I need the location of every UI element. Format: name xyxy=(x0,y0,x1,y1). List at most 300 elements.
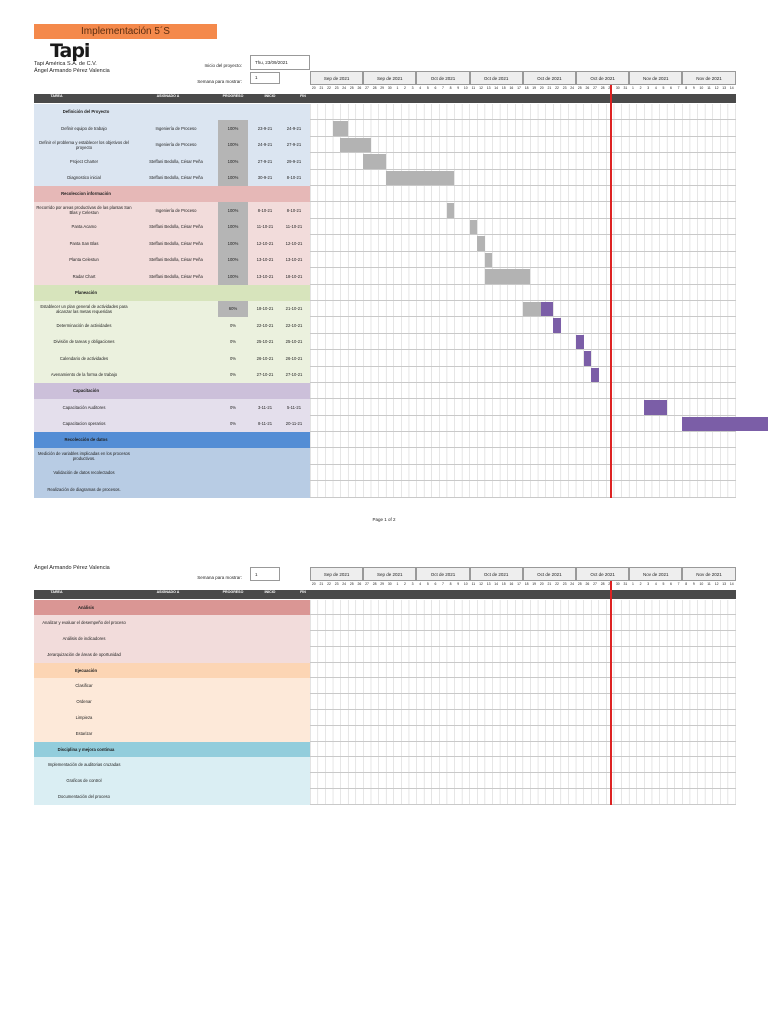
gantt-row xyxy=(310,350,736,367)
day-number: 16 xyxy=(509,86,514,90)
task-start: 8-11-21 xyxy=(257,421,273,427)
gantt-row xyxy=(310,694,736,710)
day-number: 22 xyxy=(327,582,331,586)
month-header: Oct de 2021 xyxy=(523,567,576,581)
task-start: 26-10-21 xyxy=(256,355,274,361)
task-start: 22-10-21 xyxy=(256,322,274,328)
task-start xyxy=(250,448,280,465)
day-number: 12 xyxy=(714,86,719,90)
task-name: Clasificar xyxy=(75,683,93,689)
day-number: 5 xyxy=(662,86,665,90)
task-name: Análisis de indicadores xyxy=(62,636,106,642)
day-number: 12 xyxy=(479,86,483,90)
company-name: Tapi América S.A. de C.V. xyxy=(34,61,97,67)
task-row xyxy=(34,416,310,433)
task-assigned: Steffani Bedolla, César Peña xyxy=(149,175,203,181)
task-start: 25-10-21 xyxy=(256,339,274,345)
task-name: Jerarquización de áreas de oportunidad xyxy=(47,652,121,658)
task-progress: 0% xyxy=(229,404,237,410)
gantt-row xyxy=(310,202,736,219)
gantt-bar-done xyxy=(477,236,485,251)
task-end xyxy=(280,465,308,482)
day-number: 19 xyxy=(532,582,537,586)
task-assigned: Ingeniería de Proceso xyxy=(155,207,197,213)
gantt-row xyxy=(310,647,736,663)
gantt-row xyxy=(310,710,736,726)
col-start: INICIO xyxy=(264,590,276,594)
task-start: 13-10-21 xyxy=(256,257,274,263)
task-end: 25-10-21 xyxy=(285,339,303,345)
day-number: 10 xyxy=(699,86,704,90)
gantt-row xyxy=(310,399,736,416)
day-number: 11 xyxy=(471,86,476,90)
day-number: 24 xyxy=(570,582,575,586)
day-number: 23 xyxy=(562,582,567,586)
month-header: Sep de 2021 xyxy=(310,71,363,85)
gantt-row xyxy=(310,773,736,789)
task-start: 12-10-21 xyxy=(256,240,274,246)
gantt-row xyxy=(310,789,736,805)
day-number: 14 xyxy=(494,582,499,586)
day-number: 27 xyxy=(365,582,369,586)
gantt-bar-done xyxy=(470,220,478,235)
day-number: 5 xyxy=(426,582,429,586)
day-number: 2 xyxy=(639,582,642,586)
task-progress: 100% xyxy=(218,202,248,219)
task-end: 11-10-21 xyxy=(285,224,303,230)
gantt-row xyxy=(310,631,736,647)
author-name: Ángel Armando Pérez Valencia xyxy=(34,68,110,74)
section-title: Ejecuación xyxy=(74,667,98,673)
task-progress: 60% xyxy=(218,301,248,318)
day-number: 10 xyxy=(699,582,704,586)
day-number: 23 xyxy=(334,86,339,90)
task-row xyxy=(34,773,310,789)
author-name-p2: Ángel Armando Pérez Valencia xyxy=(34,565,110,571)
task-assigned xyxy=(134,416,218,433)
task-progress: 0% xyxy=(229,421,237,427)
task-row xyxy=(34,334,310,351)
day-number: 22 xyxy=(327,86,331,90)
task-row xyxy=(34,448,310,465)
task-end: 5-11-21 xyxy=(286,404,302,410)
day-number: 1 xyxy=(396,582,399,586)
section-title: Planeación xyxy=(74,289,98,295)
day-number: 25 xyxy=(349,582,354,586)
task-row xyxy=(34,631,310,647)
task-name: Planta Celestun xyxy=(69,257,99,263)
gantt-row xyxy=(310,416,736,433)
task-start xyxy=(250,481,280,498)
day-number: 18 xyxy=(524,582,529,586)
task-assigned xyxy=(134,367,218,384)
col-end: FIN xyxy=(300,590,306,594)
start-label: Inicio del proyecto: xyxy=(204,63,242,68)
section-row xyxy=(34,663,310,678)
task-progress: 0% xyxy=(229,322,237,328)
task-assigned xyxy=(134,334,218,351)
day-number: 15 xyxy=(501,86,506,90)
task-progress: 0% xyxy=(229,355,237,361)
task-row xyxy=(34,153,310,170)
day-number: 10 xyxy=(463,86,468,90)
day-number: 4 xyxy=(654,86,657,90)
gantt-bar-done xyxy=(386,171,454,186)
gantt-row xyxy=(310,137,736,154)
page-number: Page 1 of 2 xyxy=(372,517,396,522)
task-start: 23-9-21 xyxy=(257,125,273,131)
gantt-bar-done xyxy=(485,253,493,268)
task-progress: 100% xyxy=(218,219,248,236)
task-name: Realización de diagramas de procesos. xyxy=(47,486,121,492)
task-row xyxy=(34,465,310,482)
month-header: Oct de 2021 xyxy=(576,567,629,581)
task-name: Panta San Blas xyxy=(69,240,99,246)
day-number: 25 xyxy=(577,582,582,586)
day-number: 30 xyxy=(615,86,620,90)
day-number: 11 xyxy=(707,582,711,586)
task-assigned: Steffani Bedolla, César Peña xyxy=(149,240,203,246)
task-assigned xyxy=(134,399,218,416)
day-number: 13 xyxy=(486,86,491,90)
task-progress: 100% xyxy=(218,153,248,170)
task-row xyxy=(34,120,310,137)
task-name: Definir el problema y establecer los objetivos del proyecto xyxy=(39,139,129,150)
day-number: 6 xyxy=(670,86,672,90)
section-row xyxy=(34,600,310,615)
gantt-bar-done xyxy=(333,121,348,136)
day-number: 9 xyxy=(692,582,695,586)
task-row xyxy=(34,789,310,805)
task-end: 24-9-21 xyxy=(286,125,302,131)
task-row xyxy=(34,235,310,252)
task-progress: 100% xyxy=(218,120,248,137)
day-number: 13 xyxy=(486,582,491,586)
task-end: 18-10-21 xyxy=(285,273,303,279)
gantt-row xyxy=(310,432,736,448)
gantt-row xyxy=(310,383,736,399)
task-end xyxy=(280,448,308,465)
gantt-row xyxy=(310,219,736,236)
day-number: 3 xyxy=(647,582,650,586)
day-number: 11 xyxy=(471,582,476,586)
day-number: 4 xyxy=(419,582,422,586)
day-number: 7 xyxy=(677,86,680,90)
month-header: Oct de 2021 xyxy=(470,567,523,581)
day-number: 13 xyxy=(722,582,727,586)
day-number: 7 xyxy=(677,582,680,586)
day-number: 8 xyxy=(685,582,688,586)
day-number: 10 xyxy=(463,582,468,586)
gantt-row xyxy=(310,465,736,482)
table-header xyxy=(34,94,736,103)
gantt-row xyxy=(310,367,736,384)
day-number: 8 xyxy=(449,86,452,90)
task-assigned xyxy=(134,301,218,318)
task-end xyxy=(280,481,308,498)
section-title: Capacitación xyxy=(72,388,100,394)
gantt-row xyxy=(310,757,736,773)
task-progress xyxy=(218,448,248,465)
day-number: 29 xyxy=(380,86,385,90)
col-assigned: ASIGNADO A xyxy=(156,94,180,98)
task-row xyxy=(34,399,310,416)
task-name: Recorrido por areas productivas de las plantas San Blas y Celestun xyxy=(36,205,132,216)
task-assigned xyxy=(134,448,218,465)
gantt-row xyxy=(310,170,736,187)
day-number: 27 xyxy=(593,582,597,586)
task-progress: 100% xyxy=(218,137,248,154)
col-progress: PROGRESO xyxy=(222,94,244,98)
gantt-row xyxy=(310,678,736,694)
month-header: Nov de 2021 xyxy=(629,567,682,581)
task-progress: 100% xyxy=(218,235,248,252)
month-header: Nov de 2021 xyxy=(682,567,735,581)
day-number: 20 xyxy=(539,582,544,586)
section-row xyxy=(34,186,310,202)
col-task: TAREA xyxy=(50,94,63,98)
task-name: Determinación de actividades xyxy=(56,322,112,328)
task-progress: 0% xyxy=(229,372,237,378)
day-number: 27 xyxy=(593,86,597,90)
task-name: División de tareas y obligaciones xyxy=(53,339,115,345)
day-number: 29 xyxy=(380,582,385,586)
day-number: 3 xyxy=(411,86,414,90)
task-start: 13-10-21 xyxy=(256,273,274,279)
day-number: 27 xyxy=(365,86,369,90)
day-number: 7 xyxy=(442,86,444,90)
task-end: 22-10-21 xyxy=(285,322,303,328)
day-number: 20 xyxy=(311,86,316,90)
day-number: 9 xyxy=(457,582,460,586)
task-assigned xyxy=(134,481,218,498)
section-title: Recoleccion información xyxy=(61,191,111,197)
task-name: Project Charter xyxy=(69,158,99,164)
day-number: 30 xyxy=(387,582,392,586)
task-row xyxy=(34,367,310,384)
gantt-bar-done xyxy=(340,138,370,153)
task-row xyxy=(34,252,310,269)
task-end: 13-10-21 xyxy=(285,257,303,263)
gantt-bar-pending xyxy=(591,368,599,383)
company-logo: Tapi xyxy=(50,40,90,62)
task-progress: 100% xyxy=(218,268,248,285)
task-row xyxy=(34,757,310,773)
day-number: 17 xyxy=(517,582,521,586)
task-name: Panta Acamo xyxy=(71,224,97,230)
col-progress: PROGRESO xyxy=(222,590,244,594)
task-assigned xyxy=(134,317,218,334)
table-header xyxy=(34,590,736,599)
col-assigned: ASIGNADO A xyxy=(156,590,180,594)
day-number: 17 xyxy=(517,86,521,90)
task-start: 11-10-21 xyxy=(256,224,274,230)
month-header: Oct de 2021 xyxy=(470,71,523,85)
gantt-row xyxy=(310,120,736,137)
day-number: 28 xyxy=(372,582,377,586)
day-number: 24 xyxy=(342,582,347,586)
gantt-row xyxy=(310,235,736,252)
task-assigned: Ingeniería de Proceso xyxy=(155,142,197,148)
today-marker xyxy=(610,85,612,498)
gantt-row xyxy=(310,663,736,678)
week-field[interactable]: 1 xyxy=(250,72,280,84)
day-number: 21 xyxy=(319,86,324,90)
task-row xyxy=(34,726,310,742)
task-start xyxy=(250,465,280,482)
gantt-bar-pending xyxy=(541,302,553,317)
task-progress: 0% xyxy=(229,339,237,345)
task-assigned: Ingeniería de Proceso xyxy=(155,125,197,131)
gantt-row xyxy=(310,742,736,757)
task-progress: 100% xyxy=(218,252,248,269)
task-row xyxy=(34,301,310,318)
task-name: Definir equipo de trabajo xyxy=(61,125,107,131)
month-header: Nov de 2021 xyxy=(629,71,682,85)
task-name: Calendario de actividades xyxy=(59,355,109,361)
month-header: Oct de 2021 xyxy=(416,567,469,581)
month-header: Sep de 2021 xyxy=(363,71,416,85)
task-end: 27-10-21 xyxy=(285,372,303,378)
task-end: 8-10-21 xyxy=(286,207,302,213)
gantt-bar-pending xyxy=(553,318,561,333)
day-number: 5 xyxy=(662,582,665,586)
day-number: 25 xyxy=(577,86,582,90)
day-number: 6 xyxy=(434,582,437,586)
task-start: 18-10-21 xyxy=(256,306,274,312)
task-end: 12-10-21 xyxy=(285,240,303,246)
day-number: 13 xyxy=(722,86,727,90)
month-header: Nov de 2021 xyxy=(682,71,735,85)
task-progress xyxy=(218,481,248,498)
task-start: 3-11-21 xyxy=(257,404,273,410)
task-row xyxy=(34,268,310,285)
gantt-row xyxy=(310,252,736,269)
gantt-row xyxy=(310,334,736,351)
task-row xyxy=(34,350,310,367)
day-number: 4 xyxy=(419,86,422,90)
day-number: 30 xyxy=(387,86,392,90)
task-name: Avenamiento de la forma de trabajo xyxy=(50,372,118,378)
task-start: 8-10-21 xyxy=(257,207,273,213)
task-end: 27-9-21 xyxy=(286,142,302,148)
day-number: 20 xyxy=(311,582,316,586)
task-end: 21-10-21 xyxy=(285,306,303,312)
task-assigned: Steffani Bedolla, César Peña xyxy=(149,257,203,263)
day-number: 31 xyxy=(623,582,628,586)
section-row xyxy=(34,285,310,301)
day-number: 26 xyxy=(585,86,590,90)
day-number: 26 xyxy=(585,582,590,586)
task-row xyxy=(34,694,310,710)
gantt-row xyxy=(310,600,736,615)
day-number: 2 xyxy=(639,86,642,90)
day-number: 6 xyxy=(670,582,672,586)
task-end: 20-11-21 xyxy=(285,421,303,427)
day-number: 24 xyxy=(342,86,347,90)
week-field-p2[interactable]: 1 xyxy=(250,567,280,581)
gantt-row xyxy=(310,186,736,202)
section-title: Análisis xyxy=(77,604,95,610)
day-number: 14 xyxy=(494,86,499,90)
task-assigned: Steffani Bedolla, César Peña xyxy=(149,273,203,279)
day-number: 9 xyxy=(457,86,460,90)
day-number: 31 xyxy=(623,86,628,90)
day-number: 11 xyxy=(707,86,711,90)
day-number: 1 xyxy=(396,86,399,90)
gantt-row xyxy=(310,317,736,334)
task-name: Medición de variables implicadas en los procesos productivos. xyxy=(38,451,130,462)
month-header: Oct de 2021 xyxy=(523,71,576,85)
month-header: Oct de 2021 xyxy=(416,71,469,85)
section-row xyxy=(34,432,310,448)
gantt-bar-pending xyxy=(644,400,667,415)
gantt-row xyxy=(310,448,736,465)
day-number: 14 xyxy=(729,86,734,90)
day-number: 2 xyxy=(404,86,406,90)
day-number: 28 xyxy=(372,86,377,90)
task-end: 29-9-21 xyxy=(286,158,302,164)
gantt-row xyxy=(310,726,736,742)
task-progress xyxy=(218,465,248,482)
week-label: Semana para mostrar: xyxy=(197,79,242,84)
task-start: 24-9-21 xyxy=(257,142,273,148)
task-progress: 100% xyxy=(218,170,248,187)
col-task: TAREA xyxy=(50,590,63,594)
task-assigned: Steffani Bedolla, César Peña xyxy=(149,158,203,164)
task-row xyxy=(34,219,310,236)
day-number: 1 xyxy=(632,86,634,90)
day-number: 12 xyxy=(714,582,719,586)
day-number: 24 xyxy=(570,86,575,90)
task-row xyxy=(34,615,310,631)
start-date-field[interactable]: Thu, 23/09/2021 xyxy=(250,55,310,70)
task-assigned: Steffani Bedolla, César Peña xyxy=(149,224,203,230)
task-row xyxy=(34,137,310,154)
task-row xyxy=(34,710,310,726)
task-assigned xyxy=(134,465,218,482)
day-number: 18 xyxy=(524,86,529,90)
gantt-row xyxy=(310,104,736,120)
day-number: 22 xyxy=(555,86,559,90)
section-title: Disciplina y mejora continua xyxy=(57,746,115,752)
task-name: Capacitacion operarios xyxy=(62,421,106,427)
task-row xyxy=(34,678,310,694)
task-name: Documentación del proceso xyxy=(58,794,110,800)
day-number: 20 xyxy=(539,86,544,90)
day-number: 3 xyxy=(647,86,650,90)
task-row xyxy=(34,317,310,334)
gantt-bar-pending xyxy=(584,351,592,366)
section-row xyxy=(34,383,310,399)
day-number: 21 xyxy=(547,86,552,90)
section-row xyxy=(34,104,310,120)
task-name: Establecer un plan general de actividades para alcanzar las metas requeridas xyxy=(40,303,128,314)
document-title: Implementación 5´S xyxy=(34,24,217,39)
task-name: Capacitación Auditores xyxy=(62,404,106,410)
section-title: Recolección de datos xyxy=(64,437,108,443)
task-name: Implementación de auditorias cruzadas xyxy=(47,762,121,768)
today-marker xyxy=(610,581,612,805)
day-number: 8 xyxy=(449,582,452,586)
task-name: Validación de datos recolectados xyxy=(53,470,115,476)
day-number: 30 xyxy=(615,582,620,586)
day-number: 12 xyxy=(479,582,483,586)
task-start: 27-9-21 xyxy=(257,158,273,164)
gantt-bar-done xyxy=(485,269,531,284)
day-number: 3 xyxy=(411,582,414,586)
task-name: Graficos de control xyxy=(66,778,102,784)
